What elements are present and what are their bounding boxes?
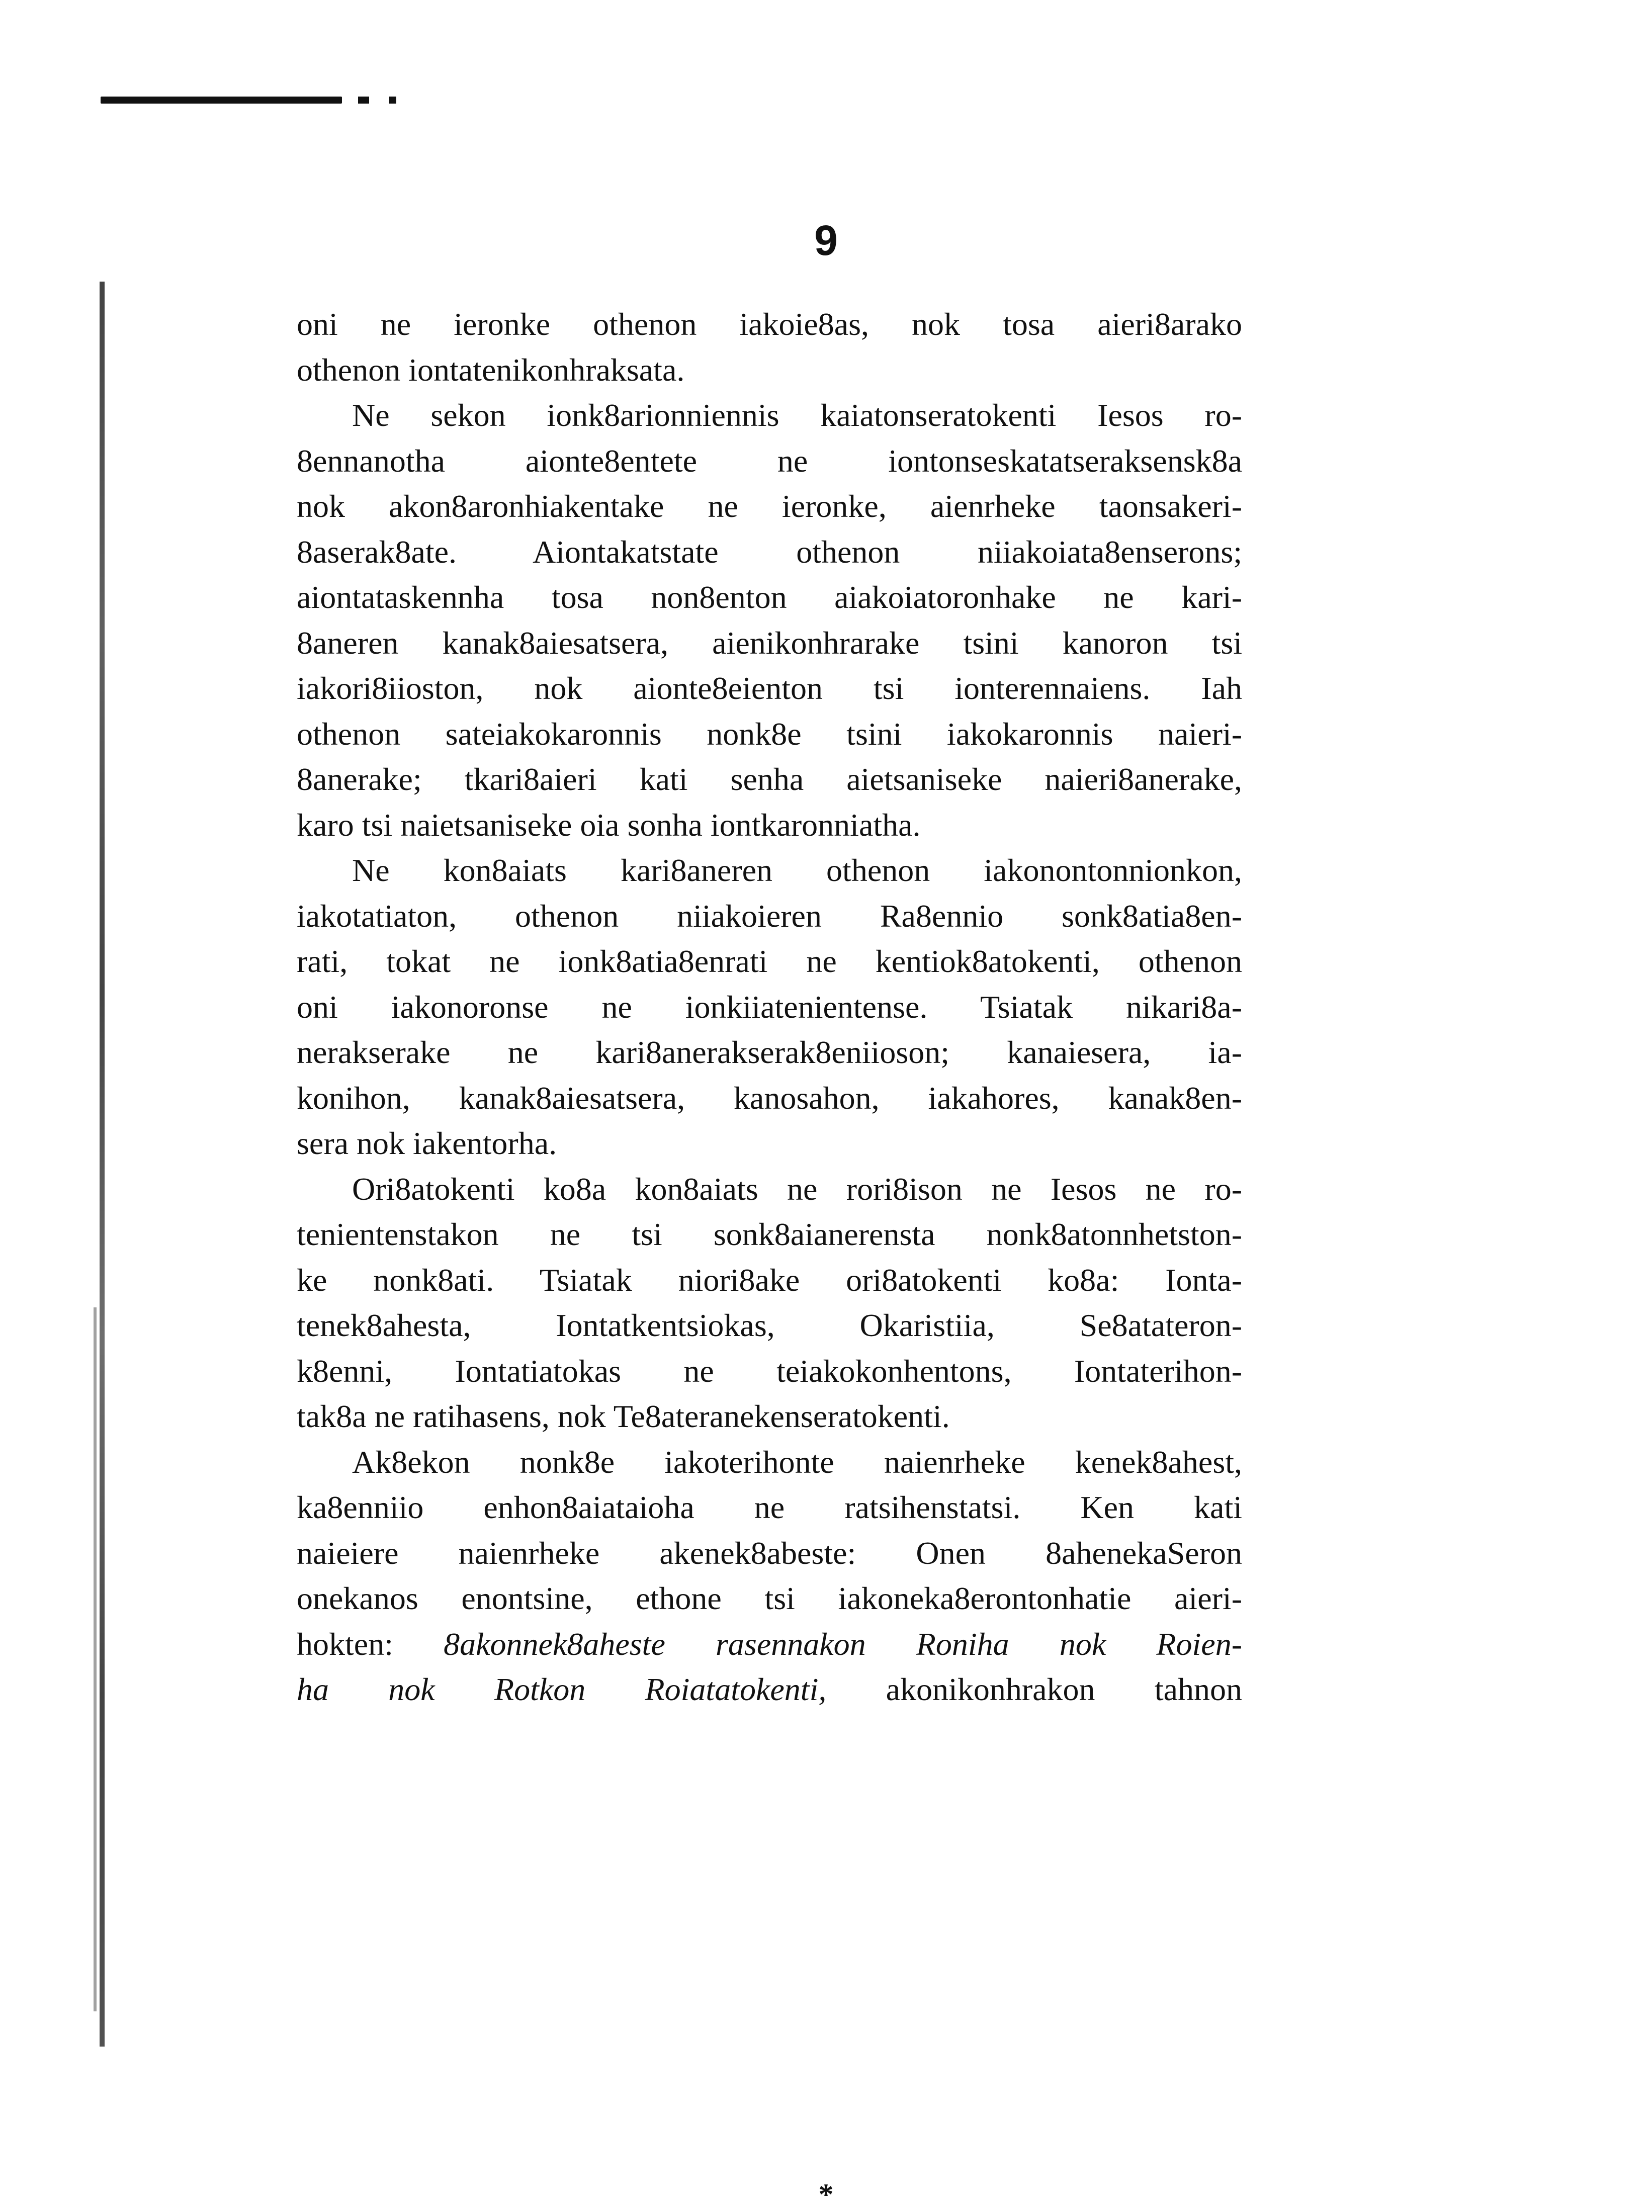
text-line: konihon, kanak8aiesatsera, kanosahon, iakahores, kanak8en-: [297, 1080, 1242, 1116]
text-line: tenek8ahesta, Iontatkentsiokas, Okaristiia, Se8atateron-: [297, 1307, 1242, 1343]
text-line: othenon iontatenikonhraksata.: [297, 351, 685, 388]
text-line: aiontataskennha tosa non8enton aiakoiatoronhake ne kari-: [297, 579, 1242, 615]
page-number: 9: [814, 217, 838, 264]
text-line: iakori8iioston, nok aionte8eienton tsi ionterennaiens. Iah: [297, 670, 1242, 706]
scan-artifact-rule: [101, 97, 342, 104]
text-line: iakotatiaton, othenon niiakoieren Ra8ennio sonk8atia8en-: [297, 898, 1242, 934]
text-line: othenon sateiakokaronnis nonk8e tsini iakokaronnis naieri-: [297, 716, 1242, 752]
text-line: nerakserake ne kari8anerakserak8eniioson; kanaiesera, ia-: [297, 1034, 1242, 1070]
text-line: naieiere naienrheke akenek8abeste: Onen 8ahenekaSeron: [297, 1535, 1242, 1571]
italic-span: ha nok Rotkon Roiatatokenti,: [297, 1671, 827, 1707]
text-line: ke nonk8ati. Tsiatak niori8ake ori8atokenti ko8a: Ionta-: [297, 1262, 1242, 1298]
text-line: oni ne ieronke othenon iakoie8as, nok tosa aieri8arako: [297, 306, 1242, 342]
text-line: 8anerake; tkari8aieri kati senha aietsaniseke naieri8anerake,: [297, 761, 1242, 797]
text-line: ka8enniio enhon8aiataioha ne ratsihenstatsi. Ken kati: [297, 1489, 1242, 1525]
text-line-mixed: [297, 1667, 1242, 1713]
text-line: Ne sekon ionk8arionniennis kaiatonseratokenti Iesos ro-: [352, 397, 1242, 433]
text-span: hokten:: [297, 1626, 393, 1662]
text-line: 8aneren kanak8aiesatsera, aienikonhrarake tsini kanoron tsi: [297, 625, 1242, 661]
text-line: 8aserak8ate. Aiontakatstate othenon niiakoiata8enserons;: [297, 534, 1242, 570]
text-line: Ori8atokenti ko8a kon8aiats ne rori8ison ne Iesos ne ro-: [352, 1171, 1242, 1207]
body-text: [297, 302, 1242, 1713]
text-line: 8ennanotha aionte8entete ne iontonseskatatseraksensk8a: [297, 443, 1242, 479]
text-line: rati, tokat ne ionk8atia8enrati ne kentiok8atokenti, othenon: [297, 943, 1242, 979]
footer-mark: *: [818, 2178, 834, 2211]
text-line: sera nok iakentorha.: [297, 1125, 557, 1161]
text-line: Ne kon8aiats kari8aneren othenon iakonontonnionkon,: [352, 852, 1242, 888]
scan-artifact-dot: [389, 97, 396, 104]
text-line: onekanos enontsine, ethone tsi iakoneka8erontonhatie aieri-: [297, 1580, 1242, 1616]
text-line-mixed: [297, 1622, 1242, 1667]
scan-artifact-dot: [358, 97, 369, 104]
text-line: oni iakonoronse ne ionkiiatenientense. Tsiatak nikari8a-: [297, 989, 1242, 1025]
scan-artifact-binding-edge: [100, 282, 105, 2047]
text-line: k8enni, Iontatiatokas ne teiakokonhentons, Iontaterihon-: [297, 1353, 1242, 1389]
text-line: Ak8ekon nonk8e iakoterihonte naienrheke kenek8ahest,: [352, 1444, 1242, 1480]
scan-artifact-binding-edge: [94, 1307, 97, 2011]
text-span: akonikonhrakon tahnon: [886, 1671, 1242, 1707]
text-line: nok akon8aronhiakentake ne ieronke, aienrheke taonsakeri-: [297, 488, 1242, 524]
italic-span: 8akonnek8aheste rasennakon Roniha nok Roien-: [444, 1626, 1243, 1662]
text-line: tak8a ne ratihasens, nok Te8ateranekenseratokenti.: [297, 1398, 950, 1434]
text-line: karo tsi naietsaniseke oia sonha iontkaronniatha.: [297, 807, 921, 843]
text-line: tenientenstakon ne tsi sonk8aianerensta nonk8atonnhetston-: [297, 1216, 1242, 1252]
